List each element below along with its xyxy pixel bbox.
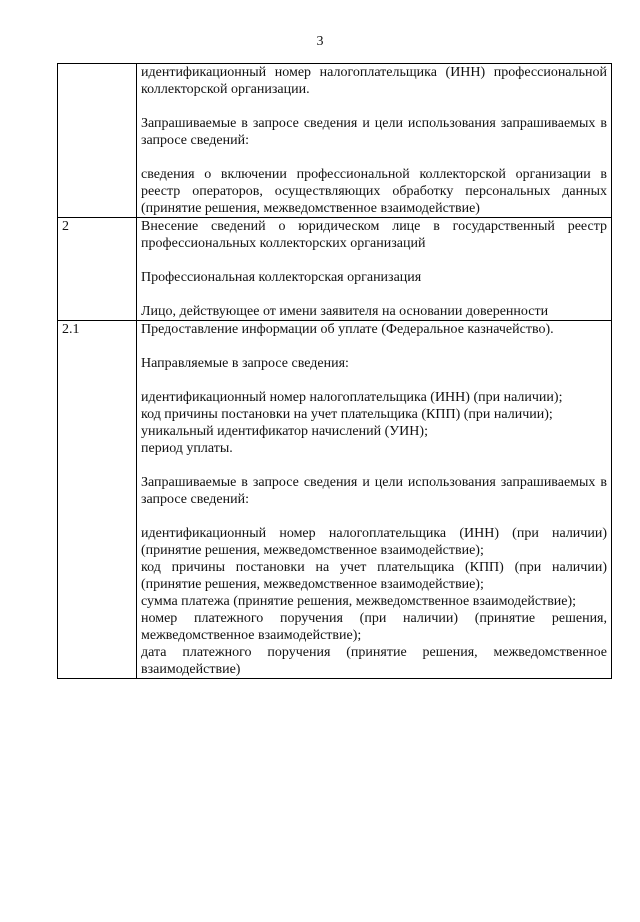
row-content	[137, 64, 612, 218]
text-line: номер платежного поручения (при наличии) (принятие решения, межведомственное взаимодействие);	[141, 611, 607, 643]
page-number: 3	[316, 34, 324, 49]
paragraph-gap	[141, 457, 607, 474]
text-block	[141, 525, 607, 678]
text-line: Направляемые в запросе сведения:	[141, 356, 349, 371]
text-line: идентификационный номер налогоплательщика (ИНН) профессиональной коллекторской организации.	[141, 65, 607, 97]
paragraph-gap	[141, 252, 607, 269]
text-block	[141, 115, 607, 149]
paragraph-gap	[141, 98, 607, 115]
text-line: уникальный идентификатор начислений (УИН);	[141, 424, 428, 439]
text-line: Внесение сведений о юридическом лице в государственный реестр профессиональных коллекторских организаций	[141, 219, 607, 251]
row-number	[58, 64, 137, 218]
text-line: сумма платежа (принятие решения, межведомственное взаимодействие);	[141, 594, 577, 609]
text-block	[141, 303, 607, 320]
text-line: Запрашиваемые в запросе сведения и цели использования запрашиваемых в запросе сведений:	[141, 116, 607, 148]
paragraph-gap	[141, 508, 607, 525]
paragraph-gap	[141, 338, 607, 355]
text-block	[141, 269, 607, 286]
text-line: идентификационный номер налогоплательщика (ИНН) (при наличии) (принятие решения, межведомственное взаимодействие);	[141, 526, 607, 558]
text-block	[141, 218, 607, 252]
text-block	[141, 166, 607, 217]
text-line: Лицо, действующее от имени заявителя на основании доверенности	[141, 304, 549, 319]
table-row	[58, 218, 612, 321]
text-block	[141, 321, 607, 338]
paragraph-gap	[141, 149, 607, 166]
table-row	[58, 321, 612, 679]
text-line: дата платежного поручения (принятие решения, межведомственное взаимодействие)	[141, 645, 607, 677]
text-line: код причины постановки на учет плательщика (КПП) (при наличии);	[141, 407, 553, 422]
text-block	[141, 64, 607, 98]
text-line: идентификационный номер налогоплательщика (ИНН) (при наличии);	[141, 390, 563, 405]
table-row	[58, 64, 612, 218]
text-block	[141, 355, 607, 372]
paragraph-gap	[141, 286, 607, 303]
row-content	[137, 321, 612, 679]
text-block	[141, 474, 607, 508]
row-number: 2.1	[58, 321, 137, 679]
row-content	[137, 218, 612, 321]
text-line: Предоставление информации об уплате (Федеральное казначейство).	[141, 322, 554, 337]
table-body	[58, 64, 612, 679]
text-line: период уплаты.	[141, 441, 233, 456]
text-line: сведения о включении профессиональной коллекторской организации в реестр операторов, осуществляющих обработку персональных данных (принятие решения, межведомственное взаимодействие)	[141, 167, 607, 216]
text-line: код причины постановки на учет плательщика (КПП) (при наличии) (принятие решения, межведомственное взаимодействие);	[141, 560, 607, 592]
text-block	[141, 389, 607, 457]
row-number: 2	[58, 218, 137, 321]
text-line: Запрашиваемые в запросе сведения и цели использования запрашиваемых в запросе сведений:	[141, 475, 607, 507]
services-table	[57, 63, 612, 679]
paragraph-gap	[141, 372, 607, 389]
text-line: Профессиональная коллекторская организация	[141, 270, 422, 285]
